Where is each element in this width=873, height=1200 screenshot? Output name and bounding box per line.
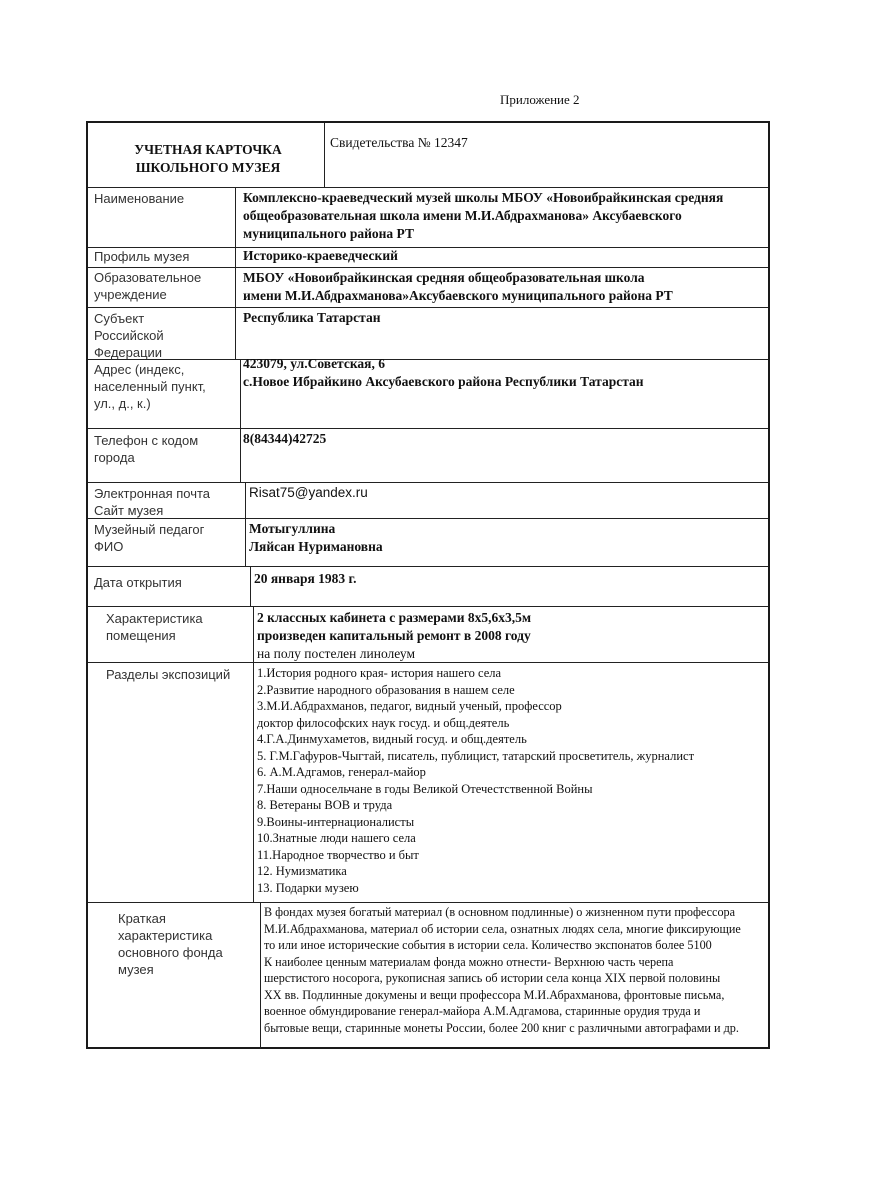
label-line: ул., д., к.) (94, 396, 151, 411)
value-line: МБОУ «Новоибрайкинская средняя общеобразовательная школа (243, 270, 645, 285)
label-line: Электронная почта (94, 486, 211, 501)
value-email: Risat75@yandex.ru (249, 485, 368, 500)
sections-list (257, 665, 764, 896)
column-divider (245, 482, 246, 518)
label-institution (94, 269, 234, 303)
label-line: помещения (106, 628, 176, 643)
row-address (88, 356, 768, 429)
label-sections: Разделы экспозиций (106, 667, 231, 682)
label-line: Российской (94, 328, 164, 343)
value-line: муниципального района РТ (243, 226, 414, 241)
value-line: Ляйсан Нуримановна (249, 539, 383, 554)
label-line: Адрес (индекс, (94, 362, 185, 377)
label-line: Федерации (94, 345, 163, 360)
section-item: 2.Развитие народного образования в нашем селе (257, 682, 515, 697)
value-name (243, 189, 764, 243)
label-profile: Профиль музея (94, 249, 190, 264)
label-line: ФИО (94, 539, 124, 554)
column-divider (245, 518, 246, 566)
label-line: Телефон с кодом (94, 433, 199, 448)
value-subject: Республика Татарстан (243, 310, 381, 325)
value-line: 2 классных кабинета с размерами 8х5,6х3,5м (257, 610, 532, 625)
value-line: М.И.Абдрахманова, материал об истории села, ознатных людях села, многие фиксирующие (264, 921, 741, 936)
column-divider (235, 187, 236, 247)
label-line: Образовательное (94, 270, 202, 285)
label-name: Наименование (94, 191, 185, 206)
label-line: населенный пункт, (94, 379, 206, 394)
section-item: 3.М.И.Абдрахманов, педагог, видный ученый, профессор (257, 699, 562, 713)
value-line: 423079, ул.Советская, 6 (243, 356, 385, 371)
label-line: музея (118, 962, 154, 977)
column-divider (240, 359, 241, 428)
row-sections (88, 662, 768, 903)
value-line: бытовые вещи, старинные монеты России, более 200 книг с различными автографами и др. (264, 1020, 739, 1035)
label-email (94, 485, 234, 519)
row-name (88, 187, 768, 248)
section-item: 6. А.М.Адгамов, генерал-майор (257, 765, 426, 779)
row-institution (88, 267, 768, 308)
value-line: общеобразовательная школа имени М.И.Абдрахманова» Аксубаевского (243, 208, 682, 223)
section-item: 4.Г.А.Динмухаметов, видный госуд. и общ.деятель (257, 732, 527, 746)
column-divider (240, 428, 241, 482)
value-fund (264, 904, 764, 1036)
label-line: Характеристика (106, 611, 203, 626)
value-line: то или иное исторические события в истории села. Количество экспонатов более 5100 (264, 938, 712, 952)
value-line: К наиболее ценным материалам фонда можно отнести- Верхнюю часть черепа (264, 954, 674, 969)
value-line: военное обмундирование генерал-майора А.М.Адгамова, старинные орудия труда и (264, 1004, 701, 1018)
row-fund (88, 902, 768, 1049)
row-premises (88, 606, 768, 663)
column-divider (324, 123, 325, 187)
certificate-number: Свидетельства № 12347 (330, 135, 468, 150)
value-line: Мотыгуллина (249, 521, 336, 536)
label-line: характеристика (118, 928, 213, 943)
value-line: имени М.И.Абдрахманова»Аксубаевского муниципального района РТ (243, 288, 673, 303)
value-teacher (249, 520, 764, 556)
card-title (88, 141, 328, 177)
column-divider (253, 606, 254, 662)
label-phone (94, 432, 234, 466)
section-item: 11.Народное творчество и быт (257, 847, 419, 862)
value-line: произведен капитальный ремонт в 2008 году (257, 628, 531, 643)
column-divider (235, 267, 236, 307)
label-premises (106, 610, 246, 644)
section-item: 9.Воины-интернационалисты (257, 814, 415, 829)
value-profile: Историко-краеведческий (243, 248, 398, 263)
value-premises (257, 609, 764, 663)
label-line: Субъект (94, 311, 145, 326)
label-subject (94, 310, 234, 361)
section-item: 12. Нумизматика (257, 864, 347, 878)
column-divider (235, 247, 236, 267)
row-phone (88, 428, 768, 483)
column-divider (253, 662, 254, 902)
row-email (88, 482, 768, 519)
label-line: города (94, 450, 135, 465)
label-line: Сайт музея (94, 503, 164, 518)
row-profile (88, 247, 768, 268)
section-item: 8. Ветераны ВОВ и труда (257, 798, 393, 812)
value-address (243, 355, 764, 391)
value-line: В фондах музея богатый материал (в основном подлинные) о жизненном пути профессора (264, 905, 736, 919)
section-item: доктор философских наук госуд. и общ.деятель (257, 715, 510, 730)
label-line: основного фонда (118, 945, 223, 960)
card-title-line: УЧЕТНАЯ КАРТОЧКА (134, 142, 282, 157)
value-line: шерстистого носорога, рукописная запись об истории села конца XIX первой половины (264, 971, 721, 985)
row-teacher (88, 518, 768, 567)
appendix-label: Приложение 2 (500, 92, 580, 107)
label-address (94, 361, 234, 412)
card-header-row (88, 123, 768, 188)
label-fund (118, 910, 258, 978)
label-line: учреждение (94, 287, 167, 302)
label-opening: Дата открытия (94, 575, 182, 590)
row-opening (88, 566, 768, 607)
value-opening: 20 января 1983 г. (254, 571, 357, 586)
section-item: 5. Г.М.Гафуров-Чыгтай, писатель, публицист, татарский просветитель, журналист (257, 748, 695, 763)
value-line: XX вв. Подлинные докумены и вещи профессора М.И.Абрахманова, фронтовые письма, (264, 987, 725, 1002)
label-line: Музейный педагог (94, 522, 205, 537)
column-divider (260, 902, 261, 1049)
column-divider (250, 566, 251, 606)
value-line: на полу постелен линолеум (257, 646, 416, 661)
label-line: Краткая (118, 911, 166, 926)
card-title-line: ШКОЛЬНОГО МУЗЕЯ (135, 160, 281, 175)
column-divider (235, 307, 236, 359)
row-subject (88, 307, 768, 360)
value-phone: 8(84344)42725 (243, 431, 327, 446)
section-item: 7.Наши односельчане в годы Великой Отечестственной Войны (257, 781, 593, 796)
value-institution (243, 269, 764, 305)
museum-registration-card (86, 121, 770, 1049)
value-line: с.Новое Ибрайкино Аксубаевского района Республики Татарстан (243, 374, 644, 389)
label-teacher (94, 521, 234, 555)
value-line: Комплексно-краеведческий музей школы МБОУ «Новоибрайкинская средняя (243, 190, 724, 205)
section-item: 10.Знатные люди нашего села (257, 831, 416, 845)
section-item: 1.История родного края- история нашего села (257, 666, 502, 680)
section-item: 13. Подарки музею (257, 880, 359, 895)
